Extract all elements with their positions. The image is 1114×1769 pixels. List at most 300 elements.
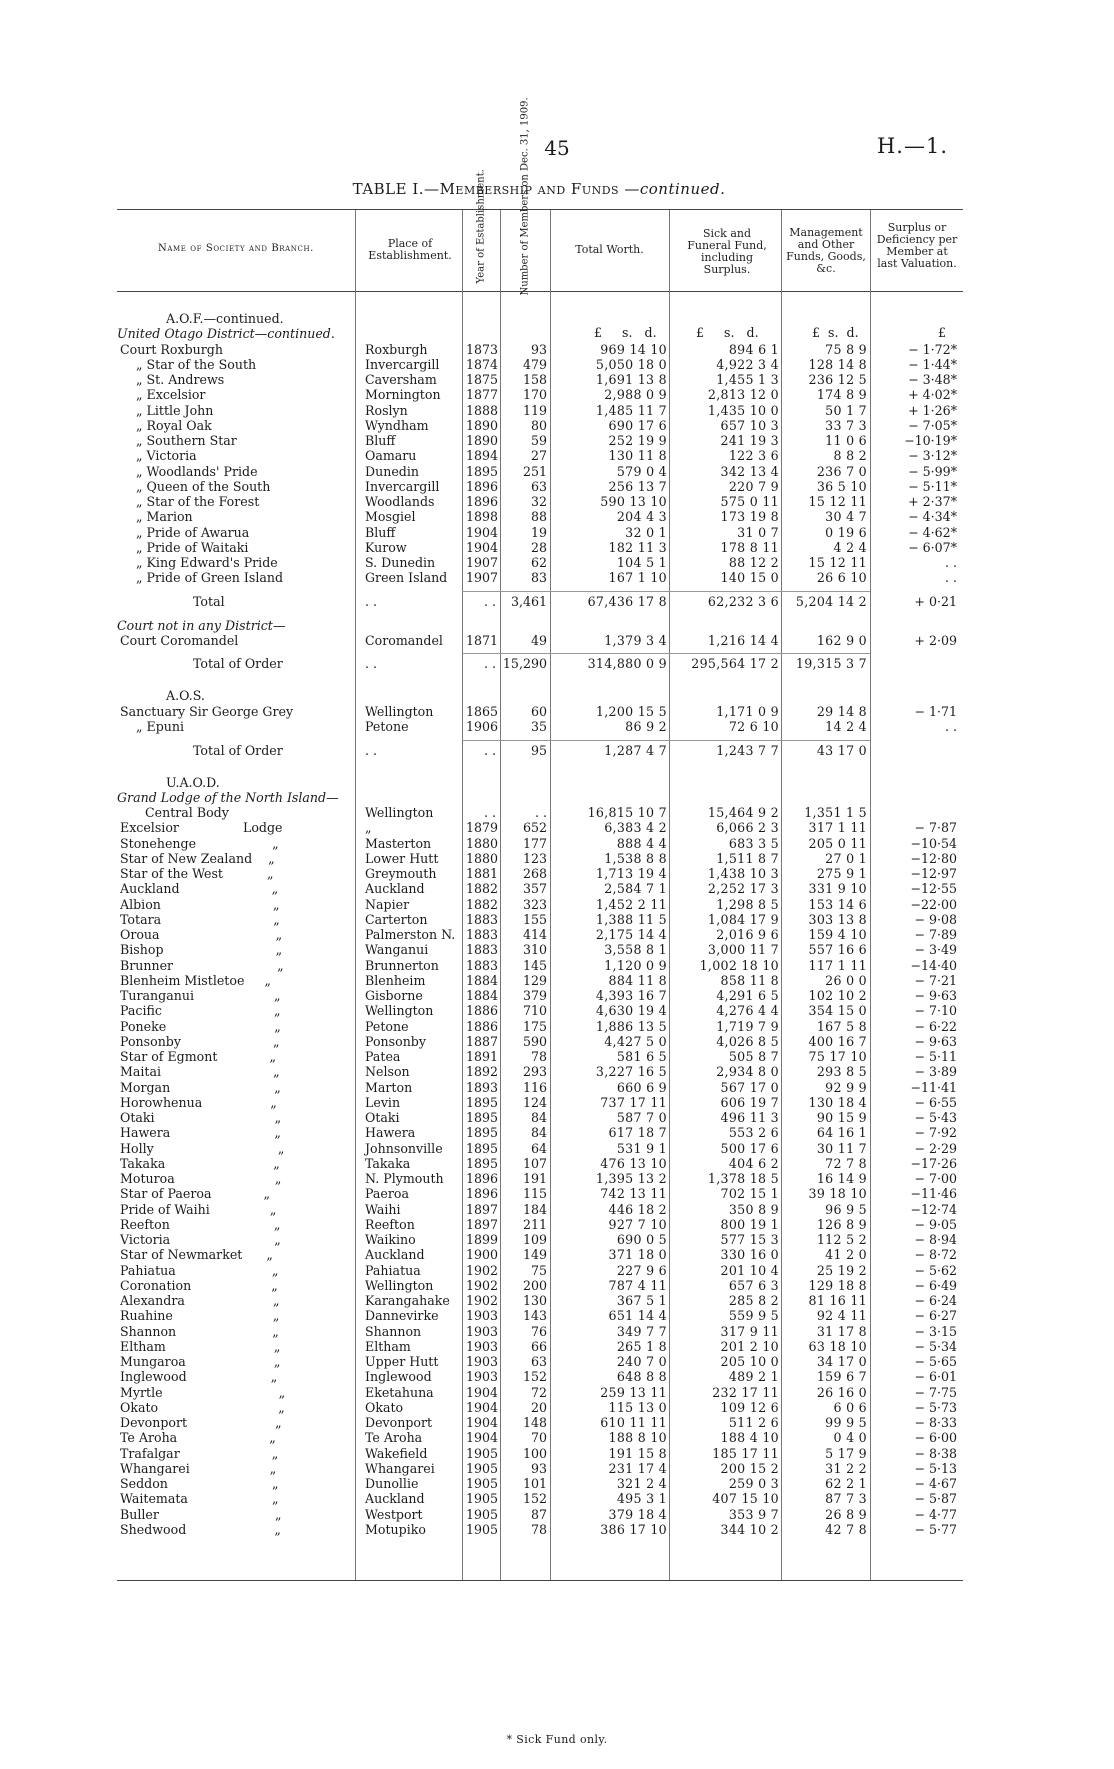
- surplus-cell: − 6·49: [914, 1277, 957, 1293]
- sick-fund-cell: 683 3 5: [728, 835, 779, 851]
- unit-sick-fund: £ s. d.: [696, 325, 759, 340]
- members-cell: 357: [522, 881, 547, 897]
- surplus-cell: + 1·26*: [908, 402, 957, 418]
- total-worth-cell: 2,988 0 9: [604, 387, 667, 403]
- total-row: [0, 656, 1114, 671]
- year-cell: 1902: [466, 1262, 499, 1278]
- place-cell: Invercargill: [365, 356, 440, 372]
- branch-name: Seddon „: [120, 1476, 279, 1492]
- sick-fund-cell: 2,252 17 3: [707, 881, 779, 897]
- place-cell: Patea: [365, 1049, 401, 1065]
- branch-name: Pacific „: [120, 1003, 281, 1019]
- branch-name: Blenheim Mistletoe „: [120, 972, 271, 988]
- year-cell: 1904: [466, 1415, 499, 1431]
- management-cell: 129 18 8: [808, 1277, 867, 1293]
- total-worth-cell: 256 13 7: [608, 478, 667, 494]
- branch-name: Star of the West „: [120, 866, 274, 882]
- branch-name: Shannon „: [120, 1323, 279, 1339]
- sick-fund-cell: 72 6 10: [728, 718, 779, 734]
- sick-fund-cell: 404 6 2: [728, 1155, 779, 1171]
- place-cell: Petone: [365, 1018, 409, 1034]
- branch-name: Moturoa „: [120, 1171, 282, 1187]
- management-cell: 15 12 11: [808, 555, 867, 570]
- sick-fund-cell: 500 17 6: [720, 1140, 779, 1156]
- place-cell: Blenheim: [365, 972, 426, 988]
- surplus-cell: − 5·34: [914, 1338, 957, 1354]
- total-worth-cell: 32 0 1: [625, 524, 667, 540]
- year-cell: 1895: [466, 1110, 499, 1126]
- management-cell: 162 9 0: [816, 632, 867, 648]
- surplus-cell: − 9·08: [914, 911, 957, 927]
- surplus-cell: −12·97: [910, 866, 957, 882]
- place-cell: Greymouth: [365, 866, 437, 882]
- total-worth-cell: 1,452 2 11: [595, 896, 667, 912]
- branch-name: „ St. Andrews: [136, 372, 225, 387]
- branch-name: Poneke „: [120, 1018, 281, 1034]
- branch-name: „ King Edward's Pride: [136, 555, 278, 570]
- management-cell: 117 1 11: [808, 957, 867, 973]
- surplus-cell: − 7·05*: [908, 417, 957, 433]
- table-row: [0, 1049, 1114, 1064]
- members-cell: 100: [522, 1445, 547, 1461]
- members-cell: 479: [522, 356, 547, 372]
- members-cell: 66: [530, 1338, 547, 1354]
- surplus-cell: − 6·55: [914, 1094, 957, 1110]
- table-title-suffix: —continued.: [624, 180, 726, 198]
- year-cell: 1895: [466, 1094, 499, 1110]
- members-cell: 414: [522, 927, 547, 943]
- management-cell: 557 16 6: [808, 942, 867, 958]
- table-row: [0, 1110, 1114, 1125]
- place-cell: Roslyn: [365, 402, 408, 418]
- members-cell: 177: [522, 835, 547, 851]
- total-worth-cell: 188 8 10: [608, 1430, 667, 1446]
- total-worth-cell: 587 7 0: [616, 1110, 667, 1126]
- management-cell: 33 7 3: [825, 417, 867, 433]
- members-cell: 143: [522, 1308, 547, 1324]
- branch-name: Alexandra „: [120, 1293, 280, 1309]
- year-cell: 1897: [466, 1216, 499, 1232]
- management-cell: 62 2 1: [825, 1476, 867, 1492]
- members-cell: 124: [522, 1094, 547, 1110]
- members-cell: 62: [530, 555, 547, 570]
- total-worth-cell: 349 7 7: [616, 1323, 667, 1339]
- members-cell: 88: [530, 509, 547, 525]
- branch-name: Sanctuary Sir George Grey: [120, 703, 294, 719]
- branch-name: „ Pride of Waitaki: [136, 539, 249, 555]
- table-row: [0, 1263, 1114, 1278]
- year-cell: 1871: [466, 632, 499, 648]
- table-row: [0, 1522, 1114, 1537]
- place-cell: Woodlands: [365, 494, 435, 509]
- year-cell: . .: [483, 805, 496, 821]
- year-cell: 1906: [466, 718, 499, 734]
- place-cell: Wellington: [365, 1003, 434, 1019]
- members-cell: 323: [522, 896, 547, 912]
- surplus-cell: − 5·43: [914, 1110, 957, 1126]
- total-worth-cell: 3,558 8 1: [604, 942, 667, 958]
- members-cell: 63: [530, 1354, 547, 1370]
- place-cell: Auckland: [365, 881, 425, 897]
- surplus-cell: − 6·00: [914, 1430, 957, 1446]
- total-worth-cell: 660 6 9: [616, 1079, 667, 1095]
- sick-fund-cell: 4,276 4 4: [716, 1003, 779, 1019]
- surplus-cell: − 4·34*: [908, 509, 957, 525]
- total-worth-cell: 371 18 0: [608, 1247, 667, 1263]
- header-name: Name of Society and Branch.: [158, 243, 314, 254]
- table-row: [0, 1186, 1114, 1201]
- management-cell: 30 11 7: [816, 1140, 867, 1156]
- management-cell: 5 17 9: [825, 1445, 867, 1461]
- place-cell: Napier: [365, 896, 410, 912]
- place-cell: Motupiko: [365, 1521, 426, 1537]
- place-cell: Westport: [365, 1506, 423, 1522]
- place-cell: Brunnerton: [365, 957, 439, 973]
- members-cell: 251: [522, 463, 547, 479]
- year-cell: . .: [483, 742, 496, 758]
- branch-name: „ Royal Oak: [136, 417, 212, 433]
- branch-name: „ Pride of Awarua: [136, 524, 250, 540]
- place-cell: Takaka: [365, 1155, 411, 1171]
- year-cell: 1905: [466, 1506, 499, 1522]
- total-worth-cell: 2,175 14 4: [595, 927, 667, 943]
- table-row: [0, 509, 1114, 524]
- sick-fund-cell: 6,066 2 3: [716, 820, 779, 836]
- management-cell: 112 5 2: [816, 1232, 867, 1248]
- table-row: [0, 357, 1114, 372]
- total-worth-cell: 367 5 1: [616, 1293, 667, 1309]
- place-cell: Wyndham: [365, 417, 429, 433]
- management-cell: 159 4 10: [808, 927, 867, 943]
- sick-fund-cell: 505 8 7: [728, 1049, 779, 1065]
- branch-name: Mungaroa „: [120, 1354, 281, 1370]
- place-cell: Petone: [365, 718, 409, 734]
- total-worth-cell: 888 4 4: [616, 835, 667, 851]
- table-row: [0, 387, 1114, 402]
- sick-fund-cell: 1,002 18 10: [699, 957, 779, 973]
- sick-fund-cell: 1,455 1 3: [716, 372, 779, 387]
- total-worth-cell: 617 18 7: [608, 1125, 667, 1141]
- total-rule: [462, 740, 870, 741]
- management-cell: 293 8 5: [816, 1064, 867, 1080]
- place-cell: Upper Hutt: [365, 1354, 439, 1370]
- year-cell: 1890: [466, 433, 499, 448]
- branch-name: Horowhenua „: [120, 1094, 277, 1110]
- total-worth-cell: 884 11 8: [608, 972, 667, 988]
- place-cell: Caversham: [365, 372, 437, 387]
- members-cell: 70: [530, 1430, 547, 1446]
- year-cell: 1884: [466, 972, 499, 988]
- total-worth-cell: 737 17 11: [600, 1094, 667, 1110]
- sick-fund-cell: 496 11 3: [720, 1110, 779, 1126]
- table-title-prefix: TABLE I.—: [352, 180, 440, 198]
- sick-fund-cell: 342 13 4: [720, 463, 779, 479]
- total-worth-cell: 4,427 5 0: [604, 1033, 667, 1049]
- table-row: [0, 1095, 1114, 1110]
- year-cell: 1895: [466, 1140, 499, 1156]
- place-cell: Ponsonby: [365, 1033, 426, 1049]
- total-worth-cell: 648 8 8: [616, 1369, 667, 1385]
- year-cell: 1895: [466, 463, 499, 479]
- year-cell: 1903: [466, 1369, 499, 1385]
- table-row: [0, 805, 1114, 820]
- surplus-cell: − 4·77: [914, 1506, 957, 1522]
- management-cell: 174 8 9: [816, 387, 867, 403]
- table-row: [0, 372, 1114, 387]
- year-cell: 1891: [466, 1049, 499, 1065]
- management-cell: 63 18 10: [808, 1338, 867, 1354]
- surplus-cell: − 5·65: [914, 1354, 957, 1370]
- header-total-worth: Total Worth.: [575, 243, 644, 256]
- table-row: [0, 1400, 1114, 1415]
- table-title-main: Membership and Funds: [439, 180, 620, 198]
- branch-name: Turanganui „: [120, 988, 281, 1004]
- total-worth-cell: 1,120 0 9: [604, 957, 667, 973]
- members-cell: 116: [522, 1079, 547, 1095]
- total-rule: [462, 653, 870, 654]
- sick-fund-cell: 15,464 9 2: [707, 805, 779, 821]
- sick-fund-cell: 344 10 2: [720, 1521, 779, 1537]
- sick-fund-cell: 62,232 3 6: [707, 593, 779, 609]
- sick-fund-cell: 894 6 1: [728, 341, 779, 357]
- branch-name: Holly „: [120, 1140, 285, 1156]
- management-cell: 275 9 1: [816, 866, 867, 882]
- year-cell: 1877: [466, 387, 499, 403]
- total-row: [0, 594, 1114, 609]
- year-cell: 1875: [466, 372, 499, 387]
- year-cell: 1874: [466, 356, 499, 372]
- page-number: 45: [544, 136, 570, 160]
- branch-name: Devonport „: [120, 1415, 282, 1431]
- branch-name: Court Coromandel: [120, 632, 239, 648]
- sick-fund-cell: 575 0 11: [720, 494, 779, 509]
- year-cell: . .: [483, 593, 496, 609]
- sick-fund-cell: 201 2 10: [720, 1338, 779, 1354]
- total-worth-cell: 115 13 0: [608, 1399, 667, 1415]
- place-cell: Te Aroha: [365, 1430, 423, 1446]
- surplus-cell: − 1·71: [914, 703, 957, 719]
- place-cell: Otaki: [365, 1110, 400, 1126]
- sick-fund-cell: 1,511 8 7: [716, 850, 779, 866]
- district-heading: [0, 618, 1114, 633]
- sick-fund-cell: 353 9 7: [728, 1506, 779, 1522]
- sick-fund-cell: 1,084 17 9: [707, 911, 779, 927]
- members-cell: 710: [522, 1003, 547, 1019]
- header-top-rule: [117, 209, 963, 210]
- management-cell: 16 14 9: [816, 1171, 867, 1187]
- total-worth-cell: 927 7 10: [608, 1216, 667, 1232]
- place-cell: Marton: [365, 1079, 413, 1095]
- members-cell: 87: [530, 1506, 547, 1522]
- table-row: [0, 1308, 1114, 1323]
- branch-name: Total of Order: [193, 656, 283, 672]
- management-cell: 102 10 2: [808, 988, 867, 1004]
- sick-fund-cell: 317 9 11: [720, 1323, 779, 1339]
- management-cell: 331 9 10: [808, 881, 867, 897]
- table-row: [0, 988, 1114, 1003]
- place-cell: Eltham: [365, 1338, 411, 1354]
- sick-fund-cell: 185 17 11: [712, 1445, 779, 1461]
- table-row: [0, 1491, 1114, 1506]
- sick-fund-cell: 800 19 1: [720, 1216, 779, 1232]
- management-cell: 8 8 2: [833, 448, 867, 464]
- branch-name: Okato „: [120, 1399, 285, 1415]
- place-cell: Wellington: [365, 703, 434, 719]
- members-cell: 59: [530, 433, 547, 448]
- year-cell: 1881: [466, 866, 499, 882]
- place-cell: Shannon: [365, 1323, 422, 1339]
- sick-fund-cell: 2,934 8 0: [716, 1064, 779, 1080]
- management-cell: 153 14 6: [808, 896, 867, 912]
- year-cell: 1895: [466, 1125, 499, 1141]
- table-row: [0, 1507, 1114, 1522]
- place-cell: Bluff: [365, 524, 396, 540]
- surplus-cell: − 6·24: [914, 1293, 957, 1309]
- sick-fund-cell: 220 7 9: [728, 478, 779, 494]
- branch-name: Star of New Zealand „: [120, 850, 275, 866]
- year-cell: 1883: [466, 927, 499, 943]
- table-row: [0, 555, 1114, 570]
- management-cell: 41 2 0: [825, 1247, 867, 1263]
- place-cell: . .: [365, 593, 378, 609]
- management-cell: 99 9 5: [825, 1415, 867, 1431]
- surplus-cell: −10·19*: [904, 433, 957, 448]
- branch-name: Totara „: [120, 911, 280, 927]
- year-cell: 1903: [466, 1323, 499, 1339]
- table-row: [0, 820, 1114, 835]
- year-cell: 1899: [466, 1232, 499, 1248]
- members-cell: 15,290: [502, 656, 547, 672]
- sick-fund-cell: 702 15 1: [720, 1186, 779, 1202]
- members-cell: 109: [522, 1232, 547, 1248]
- members-cell: 211: [522, 1216, 547, 1232]
- place-cell: Devonport: [365, 1415, 433, 1431]
- table-row: [0, 633, 1114, 648]
- surplus-cell: − 8·72: [914, 1247, 957, 1263]
- surplus-cell: − 9·63: [914, 1033, 957, 1049]
- place-cell: Dunedin: [365, 463, 419, 479]
- sick-fund-cell: 858 11 8: [720, 972, 779, 988]
- sick-fund-cell: 330 16 0: [720, 1247, 779, 1263]
- management-cell: 26 8 9: [825, 1506, 867, 1522]
- members-cell: 101: [522, 1476, 547, 1492]
- total-worth-cell: 259 13 11: [600, 1384, 667, 1400]
- table-row: [0, 448, 1114, 463]
- place-cell: . .: [365, 742, 378, 758]
- sick-fund-cell: 567 17 0: [720, 1079, 779, 1095]
- place-cell: Reefton: [365, 1216, 415, 1232]
- branch-name: Maitai „: [120, 1064, 280, 1080]
- branch-name: Auckland „: [120, 881, 279, 897]
- surplus-cell: − 1·44*: [908, 356, 957, 372]
- branch-name: Ponsonby „: [120, 1033, 280, 1049]
- surplus-cell: . .: [944, 555, 957, 570]
- year-cell: 1886: [466, 1003, 499, 1019]
- members-cell: . .: [534, 805, 547, 821]
- table-row: [0, 418, 1114, 433]
- management-cell: 5,204 14 2: [795, 593, 867, 609]
- place-cell: Waihi: [365, 1201, 401, 1217]
- branch-name: Total: [193, 593, 225, 609]
- table-row: [0, 1369, 1114, 1384]
- year-cell: 1879: [466, 820, 499, 836]
- sick-fund-cell: 606 19 7: [720, 1094, 779, 1110]
- members-cell: 310: [522, 942, 547, 958]
- management-cell: 236 12 5: [808, 372, 867, 387]
- sick-fund-cell: 2,016 9 6: [716, 927, 779, 943]
- table-row: [0, 1217, 1114, 1232]
- table-row: [0, 1125, 1114, 1140]
- year-cell: 1904: [466, 1384, 499, 1400]
- unit-surplus: £: [938, 325, 947, 340]
- members-cell: 93: [530, 1460, 547, 1476]
- surplus-cell: − 6·07*: [908, 539, 957, 555]
- surplus-cell: − 7·00: [914, 1171, 957, 1187]
- place-cell: Dannevirke: [365, 1308, 439, 1324]
- place-cell: . .: [365, 656, 378, 672]
- total-worth-cell: 579 0 4: [616, 463, 667, 479]
- surplus-cell: − 5·99*: [908, 463, 957, 479]
- sick-fund-cell: 1,435 10 0: [707, 402, 779, 418]
- management-cell: 159 6 7: [816, 1369, 867, 1385]
- sick-fund-cell: 350 8 9: [728, 1201, 779, 1217]
- table-row: [0, 1156, 1114, 1171]
- branch-name: „ Southern Star: [136, 433, 237, 448]
- sick-fund-cell: 553 2 6: [728, 1125, 779, 1141]
- branch-name: Court Roxburgh: [120, 341, 223, 357]
- members-cell: 130: [522, 1293, 547, 1309]
- branch-name: Star of Egmont „: [120, 1049, 276, 1065]
- members-cell: 60: [530, 703, 547, 719]
- branch-name: Pride of Waihi „: [120, 1201, 277, 1217]
- total-worth-cell: 204 4 3: [616, 509, 667, 525]
- total-worth-cell: 2,584 7 1: [604, 881, 667, 897]
- surplus-cell: − 9·63: [914, 988, 957, 1004]
- place-cell: Gisborne: [365, 988, 423, 1004]
- management-cell: 25 19 2: [816, 1262, 867, 1278]
- place-cell: Mornington: [365, 387, 441, 403]
- place-cell: Oamaru: [365, 448, 417, 464]
- branch-name: Otaki „: [120, 1110, 282, 1126]
- place-cell: Wakefield: [365, 1445, 428, 1461]
- place-cell: Whangarei: [365, 1460, 435, 1476]
- table-row: [0, 704, 1114, 719]
- management-cell: 1,351 1 5: [804, 805, 867, 821]
- place-cell: Coromandel: [365, 632, 443, 648]
- year-cell: 1905: [466, 1521, 499, 1537]
- members-cell: 20: [530, 1399, 547, 1415]
- sick-fund-cell: 178 8 11: [720, 539, 779, 555]
- branch-name: Myrtle „: [120, 1384, 286, 1400]
- table-row: [0, 851, 1114, 866]
- management-cell: 26 6 10: [816, 570, 867, 586]
- management-cell: 130 18 4: [808, 1094, 867, 1110]
- total-worth-cell: 787 4 11: [608, 1277, 667, 1293]
- surplus-cell: − 1·72*: [908, 341, 957, 357]
- management-cell: 39 18 10: [808, 1186, 867, 1202]
- year-cell: 1907: [466, 555, 499, 570]
- place-cell: Auckland: [365, 1247, 425, 1263]
- total-worth-cell: 581 6 5: [616, 1049, 667, 1065]
- management-cell: 4 2 4: [833, 539, 867, 555]
- members-cell: 590: [522, 1033, 547, 1049]
- sick-fund-cell: 259 0 3: [728, 1476, 779, 1492]
- management-cell: 50 1 7: [825, 402, 867, 418]
- place-cell: Eketahuna: [365, 1384, 434, 1400]
- surplus-cell: −17·26: [910, 1155, 957, 1171]
- year-cell: 1902: [466, 1293, 499, 1309]
- branch-name: Takaka „: [120, 1155, 280, 1171]
